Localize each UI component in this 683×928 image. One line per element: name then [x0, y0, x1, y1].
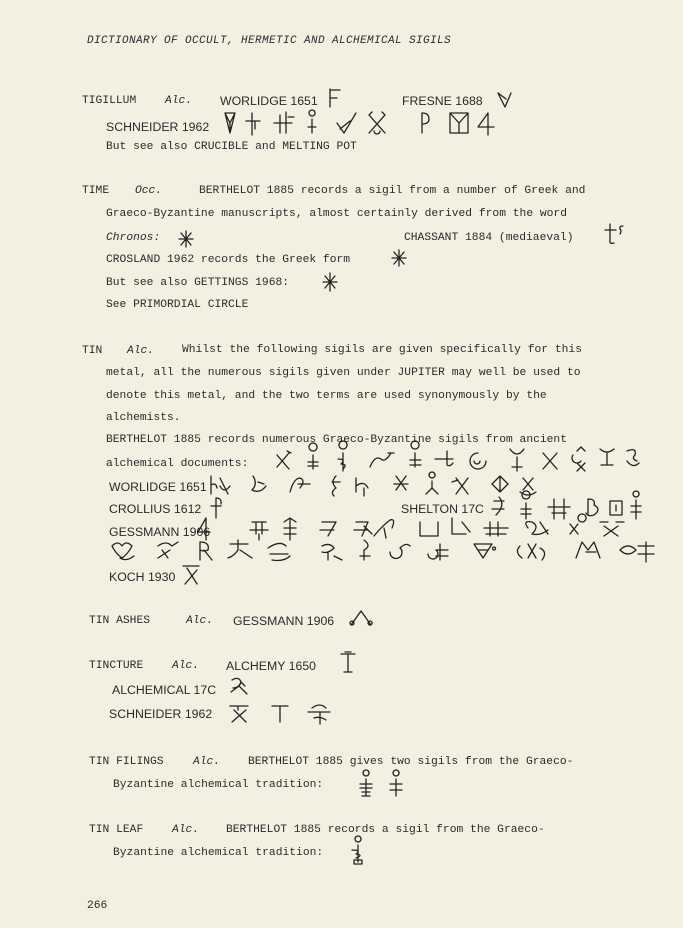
entry-term: TIN LEAF — [89, 824, 144, 836]
sigil-crosland-time-icon — [389, 248, 409, 268]
body-text: CROSLAND 1962 records the Greek form — [106, 254, 351, 266]
body-text: BERTHELOT 1885 records a sigil from a number of Greek and — [199, 185, 586, 197]
sigil-row-berthelot-tin-filings-icon — [356, 772, 412, 800]
source-label: FRESNE 1688 — [402, 94, 483, 108]
sigil-row-schneider-tincture-icon — [226, 700, 338, 730]
sigil-gettings-time-icon — [320, 271, 340, 293]
source-label: WORLIDGE 1651 — [109, 480, 207, 494]
entry-term: TIN — [82, 345, 103, 357]
entry-term: TIN FILINGS — [89, 756, 164, 768]
sigil-worlidge-tigillum-icon — [325, 87, 343, 109]
sigil-alchemical-tincture-icon — [227, 674, 253, 700]
entry-term: TINCTURE — [89, 660, 144, 672]
body-text: metal, all the numerous sigils given under JUPITER may well be used to — [106, 367, 581, 379]
source-label: SHELTON 17C — [401, 502, 484, 516]
body-text: CHASSANT 1884 (mediaeval) — [404, 232, 574, 244]
entry-category: Occ. — [135, 185, 163, 197]
entry-category: Alc. — [165, 95, 193, 107]
sigil-fresne-tigillum-icon — [496, 90, 514, 110]
page-number: 266 — [87, 900, 108, 912]
body-text: Chronos: — [106, 232, 161, 244]
body-text: But see also GETTINGS 1968: — [106, 277, 290, 289]
source-label: KOCH 1930 — [109, 570, 176, 584]
body-text: Whilst the following sigils are given specifically for this — [182, 344, 582, 356]
body-text: alchemists. — [106, 412, 181, 424]
sigil-alchemy-tincture-icon — [338, 650, 360, 676]
source-label: SCHNEIDER 1962 — [109, 707, 213, 721]
sigil-row-worlidge-tin-icon — [208, 470, 538, 500]
sigil-berthelot-tin-leaf-icon — [348, 838, 368, 866]
source-label: GESSMANN 1906 — [233, 614, 335, 628]
source-label: WORLIDGE 1651 — [220, 94, 318, 108]
sigil-chronos-icon — [176, 229, 196, 249]
page-header: DICTIONARY OF OCCULT, HERMETIC AND ALCHEMICAL SIGILS — [87, 35, 452, 47]
body-text: denote this metal, and the two terms are used synonymously by the — [106, 390, 547, 402]
source-label: CROLLIUS 1612 — [109, 502, 202, 516]
entry-term: TIME — [82, 185, 110, 197]
cross-reference: But see also CRUCIBLE and MELTING POT — [106, 141, 357, 153]
entry-category: Alc. — [172, 824, 200, 836]
body-text: BERTHELOT 1885 gives two sigils from the Graeco- — [248, 756, 574, 768]
entry-term: TIGILLUM — [82, 95, 137, 107]
entry-category: Alc. — [186, 615, 214, 627]
sigil-row-schneider-tigillum-icon — [222, 109, 522, 139]
source-label: ALCHEMY 1650 — [226, 659, 316, 673]
body-text: Byzantine alchemical tradition: — [113, 847, 324, 859]
body-text: BERTHELOT 1885 records a sigil from the Graeco- — [226, 824, 545, 836]
entry-category: Alc. — [193, 756, 221, 768]
body-text: Graeco-Byzantine manuscripts, almost certainly derived from the word — [106, 208, 567, 220]
source-label: SCHNEIDER 1962 — [106, 120, 210, 134]
body-text: Byzantine alchemical tradition: — [113, 779, 324, 791]
entry-category: Alc. — [127, 345, 155, 357]
body-text: alchemical documents: — [106, 458, 249, 470]
body-text: BERTHELOT 1885 records numerous Graeco-Byzantine sigils from ancient — [106, 434, 567, 446]
entry-term: TIN ASHES — [89, 615, 151, 627]
sigil-koch-tin-icon — [181, 562, 203, 588]
cross-reference: See PRIMORDIAL CIRCLE — [106, 299, 249, 311]
source-label: ALCHEMICAL 17C — [112, 683, 217, 697]
sigil-chassant-time-icon — [604, 222, 632, 246]
entry-category: Alc. — [172, 660, 200, 672]
source-label: GESSMANN 1906 — [109, 525, 211, 539]
sigil-gessmann-tin-ashes-icon — [348, 607, 376, 631]
